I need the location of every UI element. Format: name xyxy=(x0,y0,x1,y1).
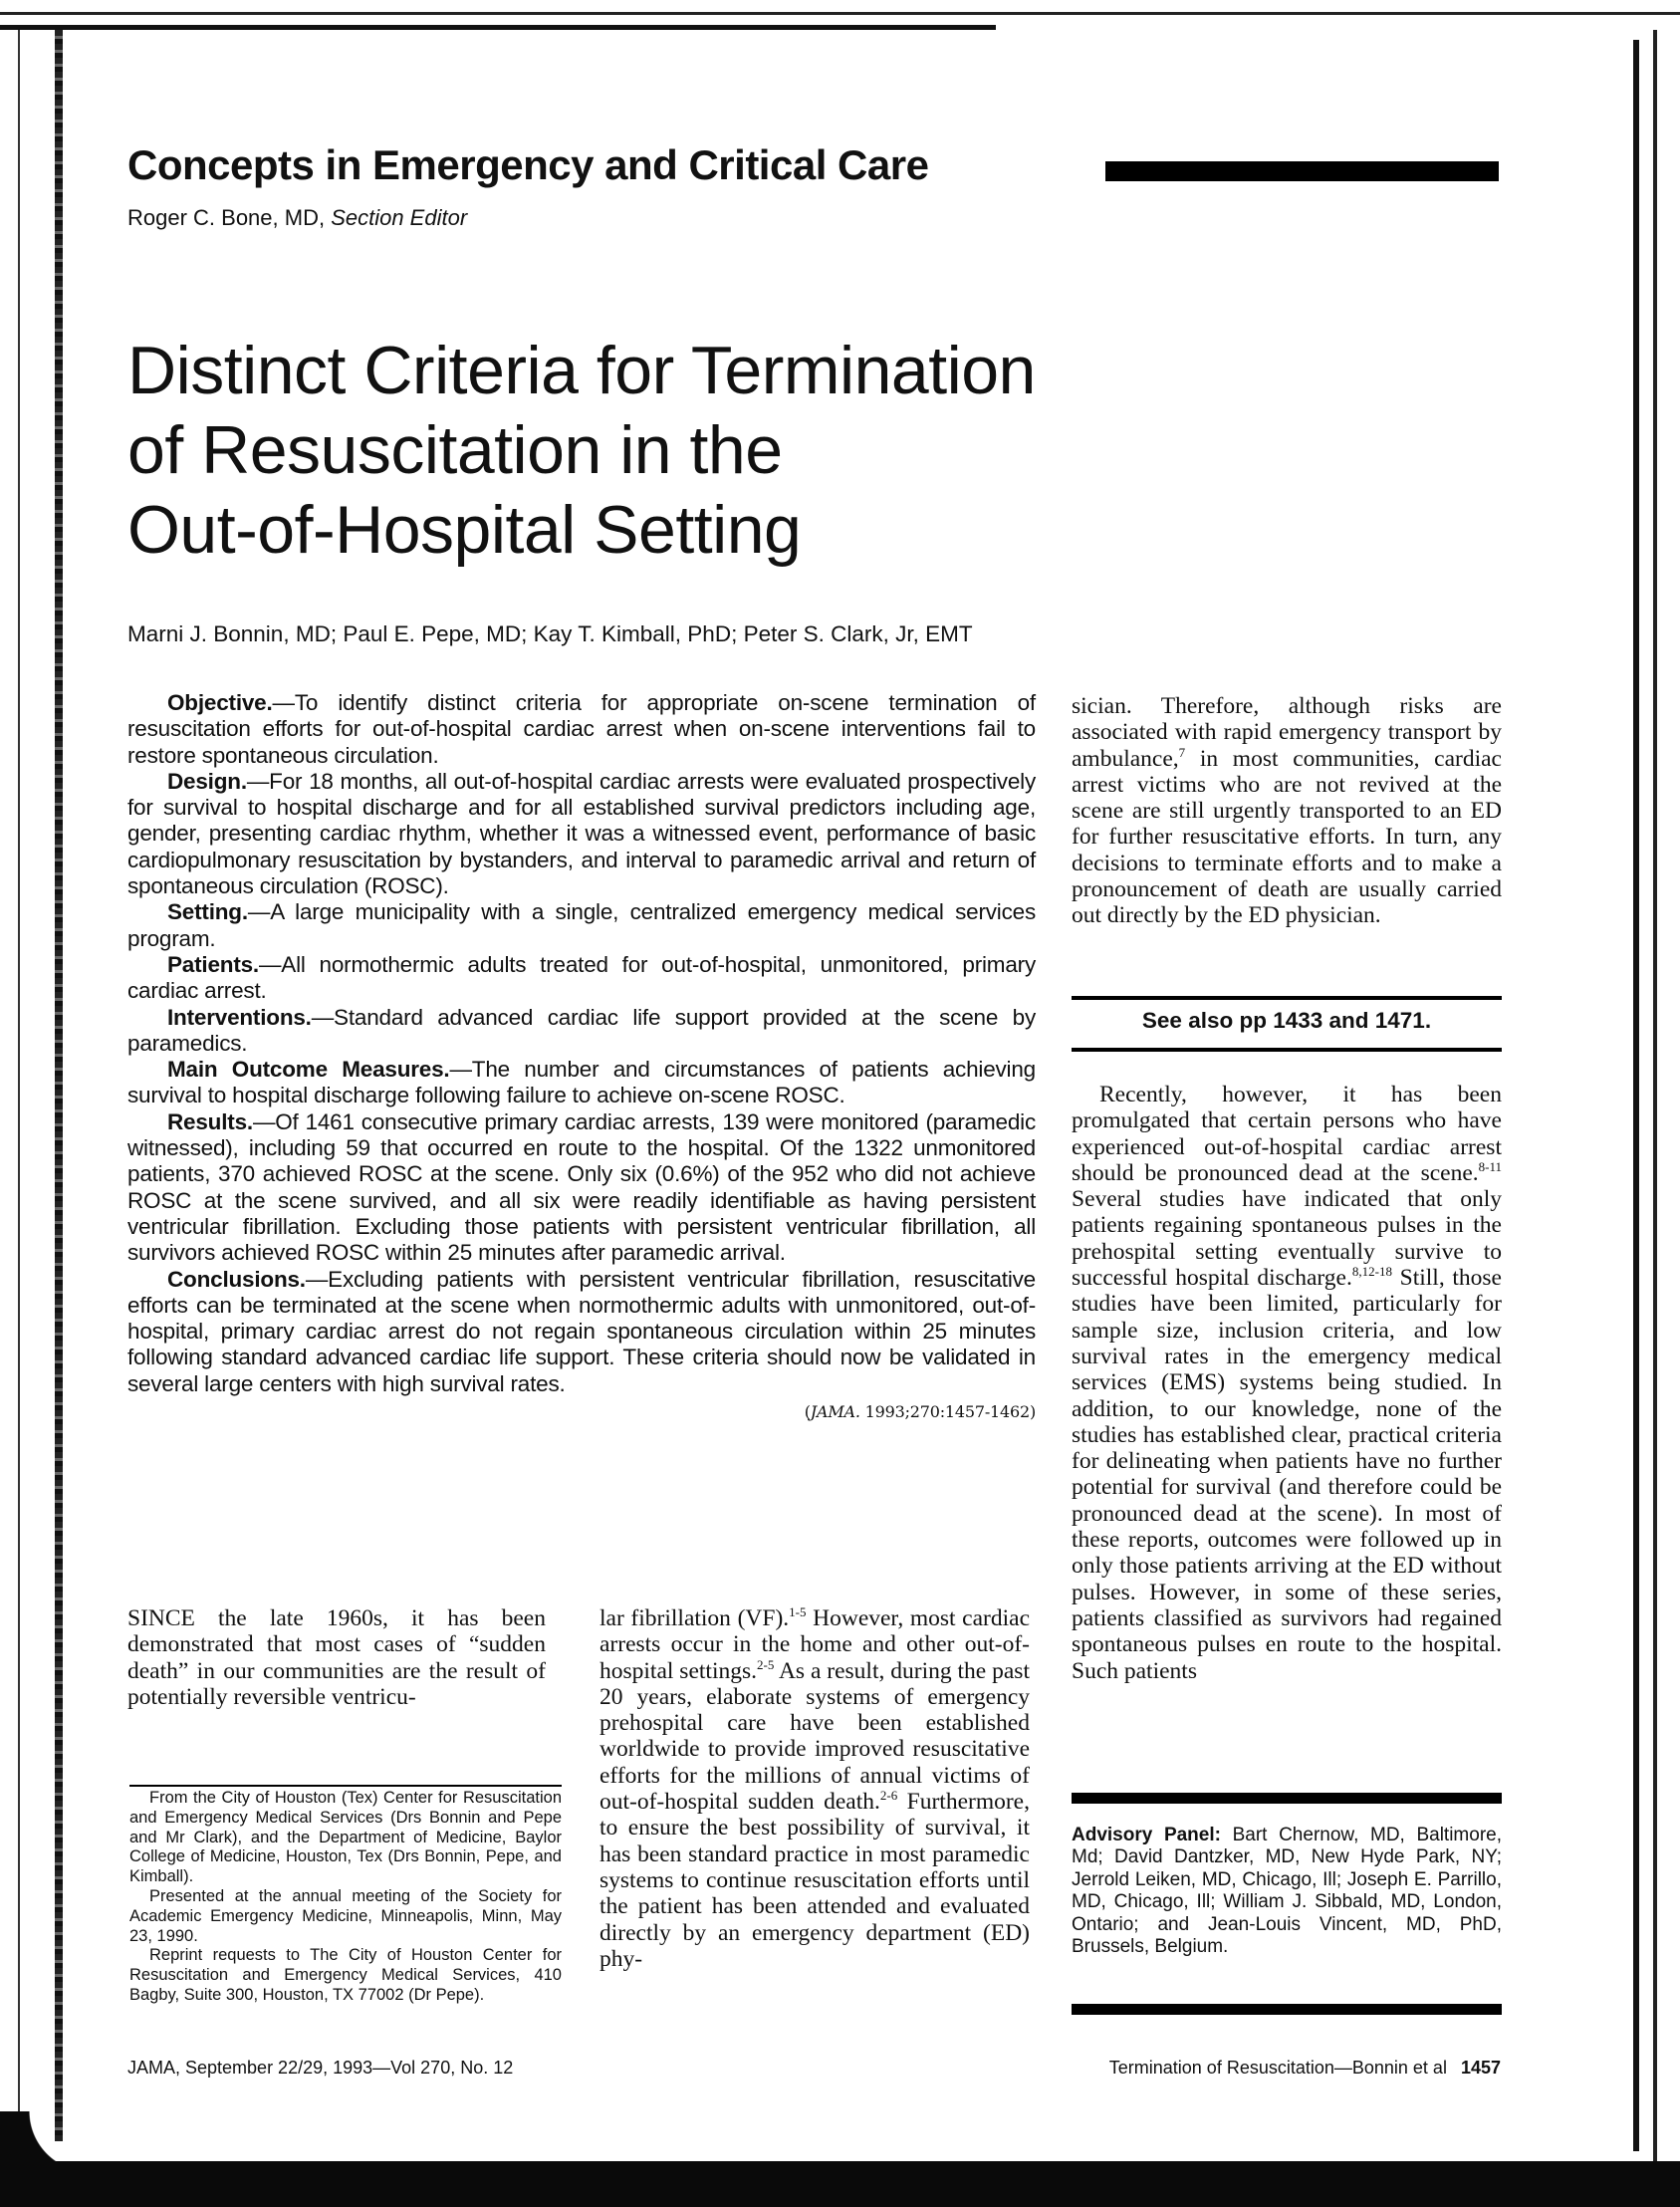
abstract-text: —Of 1461 consecutive primary cardiac arrests, 139 were monitored (paramedic witnessed), including 59 that occurred en route to the hospital. Of the 1322 unmonitored patients, 370 achieved ROSC at the scene. Only six (0.6%) of the 952 who did not achieve ROSC at the scene survived, and all six were readily identifiable as having persistent ventricular fibrillation. Excluding those patients with persistent ventricular fibrillation, all survivors achieved ROSC within 25 minutes after paramedic arrival. xyxy=(127,1108,1036,1266)
body-paragraph: SINCE the late 1960s, it has been demonstrated that most cases of “sudden death” in our communities are the result of potentially reversible ventricu- xyxy=(127,1605,546,1710)
author-list: Marni J. Bonnin, MD; Paul E. Pepe, MD; Kay T. Kimball, PhD; Peter S. Clark, Jr, EMT xyxy=(127,621,973,646)
section-editor-role: Section Editor xyxy=(331,205,468,230)
body-text: Recently, however, it has been promulgated that certain persons who have experienced out-of-hospital cardiac arrest should be pronounced dead at the scene. xyxy=(1072,1082,1502,1186)
footer-journal-info: JAMA, September 22/29, 1993—Vol 270, No. 12 xyxy=(127,2058,514,2078)
reference-superscript: 8-11 xyxy=(1478,1159,1502,1175)
abstract-label: Interventions. xyxy=(167,1004,312,1030)
abstract-label: Design. xyxy=(167,768,247,794)
scan-edge-top xyxy=(0,12,1680,15)
footnotes xyxy=(129,1789,562,2006)
abstract-results xyxy=(127,1109,1036,1267)
body-column-3-bottom xyxy=(1072,1082,1502,1684)
advisory-label: Advisory Panel: xyxy=(1072,1825,1221,1845)
citation-journal: JAMA. xyxy=(810,1402,860,1422)
body-paragraph xyxy=(1072,693,1502,929)
body-text: sician. Therefore, although risks are associated with rapid emergency transport by ambulance, xyxy=(1072,693,1502,772)
abstract-label: Patients. xyxy=(167,951,259,977)
article-title xyxy=(127,331,1223,570)
scan-edge-bottom xyxy=(0,2161,1680,2207)
advisory-text: Bart Chernow, MD, Baltimore, Md; David Dantzker, MD, New Hyde Park, NY; Jerrold Leiken, MD, Chicago, Ill; Joseph E. Parrillo, MD, Chicago, Ill; William J. Sibbald, MD, London, Ontario; and Jean-Louis Vincent, MD, PhD, Brussels, Belgium. xyxy=(1072,1825,1502,1958)
reference-superscript: 2-6 xyxy=(879,1788,898,1804)
abstract-text: —Standard advanced cardiac life support provided at the scene by paramedics. xyxy=(127,1004,1036,1056)
see-also-rule-bottom xyxy=(1072,1048,1502,1052)
running-title: Termination of Resuscitation—Bonnin et al xyxy=(1108,2058,1447,2078)
article-title-line: of Resuscitation in the xyxy=(127,412,783,488)
article-title-line: Distinct Criteria for Termination xyxy=(127,333,1036,408)
scan-edge-right xyxy=(1633,40,1639,2151)
advisory-panel xyxy=(1072,1825,1502,1958)
abstract-text: —A large municipality with a single, centralized emergency medical services program. xyxy=(127,899,1036,951)
see-also-note: See also pp 1433 and 1471. xyxy=(1141,1008,1432,1033)
abstract-text: —To identify distinct criteria for appropriate on-scene termination of resuscitation efforts for out-of-hospital cardiac arrest when on-scene interventions fail to restore spontaneous circulation. xyxy=(127,690,1036,768)
citation-open: ( xyxy=(804,1402,811,1422)
citation-ref: 1993;270:1457-1462) xyxy=(859,1402,1036,1422)
abstract-label: Results. xyxy=(167,1108,253,1134)
abstract-label: Main Outcome Measures. xyxy=(167,1057,450,1083)
scan-edge-top-band xyxy=(0,25,996,30)
scan-binding-left xyxy=(55,30,63,2141)
body-paragraph xyxy=(1072,1082,1502,1684)
abstract-label: Conclusions. xyxy=(167,1266,306,1292)
scan-edge-left-line xyxy=(18,30,20,2121)
abstract-text: —The number and circumstances of patients achieving survival to hospital discharge following failure to achieve on-scene ROSC. xyxy=(127,1057,1036,1108)
see-also-rule-top xyxy=(1072,996,1502,1000)
article-title-line: Out-of-Hospital Setting xyxy=(127,492,802,568)
abstract-interventions xyxy=(127,1005,1036,1058)
body-text: lar fibrillation (VF). xyxy=(600,1605,790,1631)
scan-edge-right-outer xyxy=(1653,30,1657,2161)
abstract-objective xyxy=(127,690,1036,769)
body-column-3-top xyxy=(1072,693,1502,929)
advisory-rule-bottom xyxy=(1072,2004,1502,2015)
abstract-text: —Excluding patients with persistent ventricular fibrillation, resuscitative efforts can be terminated at the scene when normothermic adults with unmonitored, out-of-hospital, primary cardiac arrest do not regain spontaneous circulation within 25 minutes following standard advanced cardiac life support. These criteria should now be validated in several large centers with high survival rates. xyxy=(127,1266,1036,1396)
body-text: Furthermore, to ensure the best possibility of survival, it has been standard practice in most paramedic systems to continue resuscitation efforts until the patient has been attended and evaluated directly by an emergency department (ED) phy- xyxy=(600,1789,1030,1972)
advisory-rule-top xyxy=(1072,1793,1502,1804)
footnote-affiliation: From the City of Houston (Tex) Center for Resuscitation and Emergency Medical Services (Drs Bonnin and Pepe and Mr Clark), and the Department of Medicine, Baylor College of Medicine, Houston, Tex (Drs Bonnin, Pepe, and Kimball). xyxy=(129,1789,562,1886)
abstract-label: Setting. xyxy=(167,899,248,925)
body-text: in most communities, cardiac arrest victims who are not revived at the scene are still urgently transported to an ED for further resuscitative efforts. In turn, any decisions to terminate efforts and to make a pronouncement of death are usually carried out directly by the ED physician. xyxy=(1072,745,1502,929)
reference-superscript: 8,12-18 xyxy=(1351,1264,1392,1280)
body-text: Several studies have indicated that only patients regaining spontaneous pulses in the prehospital setting eventually survive to successful hospital discharge. xyxy=(1072,1186,1502,1292)
abstract-main-outcome xyxy=(127,1057,1036,1109)
abstract-design xyxy=(127,769,1036,899)
abstract-patients xyxy=(127,952,1036,1005)
abstract xyxy=(127,690,1036,1425)
abstract-text: —All normothermic adults treated for out-of-hospital, unmonitored, primary cardiac arrest. xyxy=(127,951,1036,1004)
body-paragraph xyxy=(600,1605,1030,1972)
body-text: As a result, during the past 20 years, elaborate systems of emergency prehospital care have been established worldwide to provide improved resuscitative efforts for the millions of annual victims of out-of-hospital sudden death. xyxy=(600,1657,1030,1816)
body-column-1 xyxy=(127,1605,546,1710)
body-text: Still, those studies have been limited, particularly for sample size, inclusion criteria, and low survival rates in the emergency medical services (EMS) systems being studied. In addition, to our knowledge, none of the studies has established clear, practical criteria for delineating when patients have no further potential for survival (and therefore could be pronounced dead at the scene). In most of these reports, outcomes were followed up in only those patients arriving at the ED without pulses. However, in some of these series, patients classified as survivors had regained spontaneous pulses en route to the hospital. Such patients xyxy=(1072,1265,1502,1684)
footnote-presented: Presented at the annual meeting of the Society for Academic Emergency Medicine, Minneapolis, Minn, May 23, 1990. xyxy=(129,1886,562,1945)
body-column-2 xyxy=(600,1605,1030,1972)
abstract-label: Objective. xyxy=(167,690,273,715)
reference-superscript: 2-5 xyxy=(757,1656,775,1672)
footer-running-title xyxy=(1109,2058,1501,2079)
reference-superscript: 7 xyxy=(1178,744,1186,760)
section-title-rule xyxy=(1105,161,1499,181)
reference-superscript: 1-5 xyxy=(789,1604,807,1620)
section-header xyxy=(127,141,928,189)
abstract-conclusions xyxy=(127,1267,1036,1397)
footnote-reprint: Reprint requests to The City of Houston Center for Resuscitation and Emergency Medical Services, 410 Bagby, Suite 300, Houston, TX 77002 (Dr Pepe). xyxy=(129,1946,562,2004)
section-editor xyxy=(127,205,467,231)
journal-citation xyxy=(127,1399,1036,1425)
footnote-rule xyxy=(129,1785,562,1787)
abstract-setting xyxy=(127,899,1036,952)
body-text: However, most cardiac arrests occur in the home and other out-of-hospital settings. xyxy=(600,1605,1030,1684)
page-number: 1457 xyxy=(1460,2058,1501,2078)
section-editor-name: Roger C. Bone, MD, xyxy=(127,205,332,230)
abstract-text: —For 18 months, all out-of-hospital cardiac arrests were evaluated prospectively for survival to hospital discharge and for all established survival predictors including age, gender, presenting cardiac rhythm, whether it was a witnessed event, performance of basic cardiopulmonary resuscitation by bystanders, and interval to paramedic arrival and return of spontaneous circulation (ROSC). xyxy=(127,768,1036,899)
section-title: Concepts in Emergency and Critical Care xyxy=(127,141,929,188)
